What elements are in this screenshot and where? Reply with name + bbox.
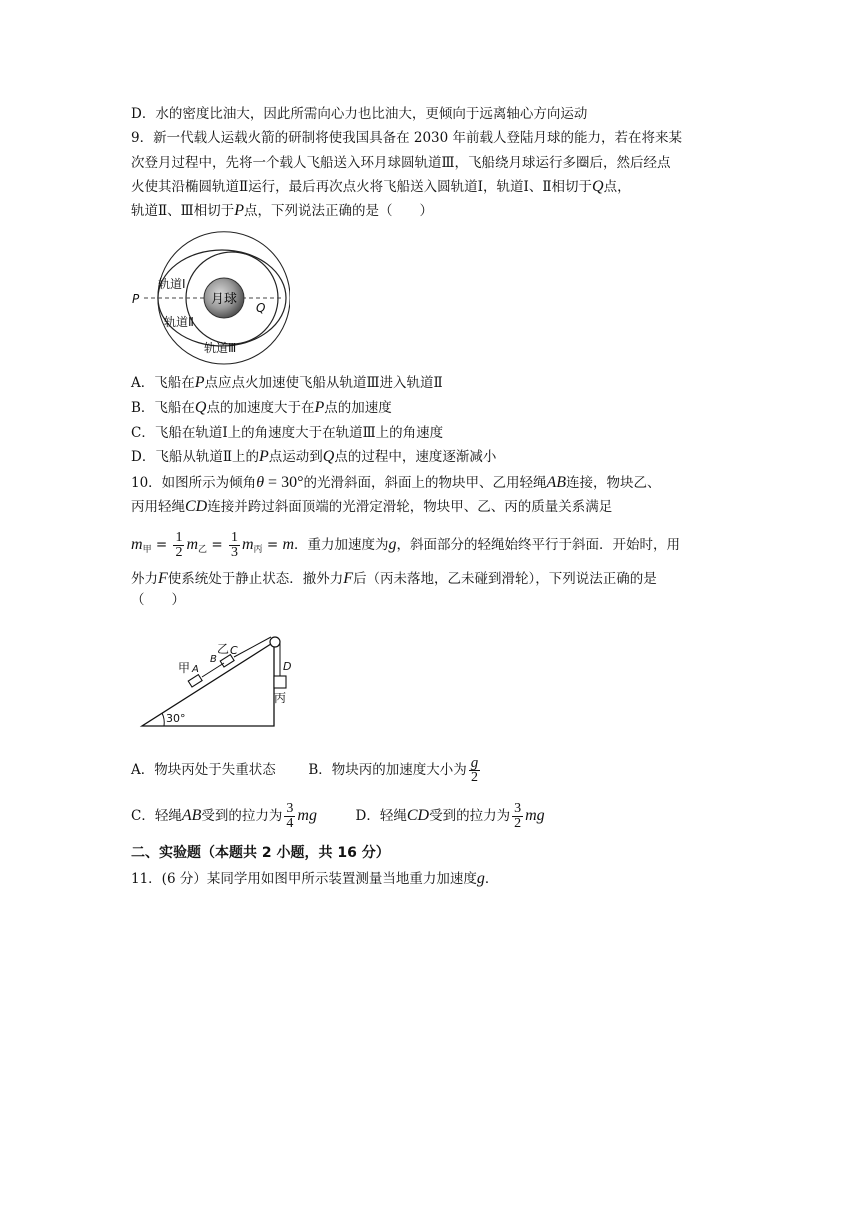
frac-den-2b: 2 [514, 816, 522, 831]
q9-option-b [131, 398, 392, 418]
q8-option-d: D．水的密度比油大，因此所需向心力也比油大，更倾向于远离轴心方向运动 [131, 106, 588, 122]
m-bing: m [241, 536, 254, 553]
moon-label: 月球 [210, 292, 238, 307]
m-total: m [282, 536, 295, 553]
q9-line-2: 次登月过程中，先将一个载人飞船送入环月球圆轨道Ⅲ，飞船绕月球运行多圈后，然后经点 [131, 155, 671, 171]
orbit-2-label: 轨道Ⅱ [164, 315, 194, 329]
label-b: B [210, 654, 217, 665]
pulley [270, 637, 280, 647]
sub-bing: 丙 [253, 545, 263, 555]
q10-l1-end: 连接，物块乙、 [566, 475, 661, 491]
eq-1: = [155, 537, 168, 553]
q10-theta: θ [256, 474, 265, 491]
q9-line-1: 9．新一代载人运载火箭的研制将使我国具备在 2030 年前载人登陆月球的能力，若在将来某 [131, 130, 683, 146]
frac-den-2: 2 [471, 770, 479, 785]
q10-d-mid: 受到的拉力为 [429, 808, 511, 824]
q10-f: F [158, 570, 168, 587]
q11-text: 11．(6 分）某同学用如图甲所示装置测量当地重力加速度 [131, 871, 477, 887]
frac-num-3: 3 [286, 801, 294, 816]
q9-line-4 [131, 201, 433, 221]
label-yi: 乙 [217, 642, 230, 656]
frac-den: 3 [230, 545, 238, 560]
q10-f-2: F [343, 570, 354, 587]
label-d: D [283, 660, 292, 673]
eq-2: = [211, 537, 223, 553]
frac-num-3b: 3 [514, 801, 522, 816]
rope-ab [202, 663, 224, 677]
q9-line-3 [131, 177, 631, 197]
q9-a-pre: A．飞船在 [131, 375, 195, 391]
q9-d-q: Q [322, 448, 335, 465]
q10-g: g [388, 536, 397, 553]
q9-orbit-figure [130, 230, 290, 365]
q10-option-c-pre: C．轻绳 [131, 808, 182, 824]
q9-option-d [131, 447, 496, 467]
fraction-3-2 [512, 802, 523, 831]
q9-point-p: P [234, 202, 244, 219]
frac-num: 1 [175, 530, 183, 545]
q10-l2-pre: 丙用轻绳 [131, 499, 185, 515]
q10-l4-post: 后（丙未落地，乙未碰到滑轮），下列说法正确的是 [353, 571, 657, 587]
frac-num-g: g [470, 755, 479, 771]
q10-option-a: A．物块丙处于失重状态 [131, 762, 276, 778]
fraction-g-half [469, 756, 481, 785]
label-c: C [230, 644, 238, 657]
section-2-title: 二、实验题（本题共 2 小题，共 16 分） [131, 845, 390, 861]
q10-l4-mid: 使系统处于静止状态．撤外力 [167, 571, 344, 587]
orbit-3-label: 轨道Ⅲ [204, 341, 237, 355]
q11-g: g [476, 870, 485, 887]
m-jia: m [131, 536, 143, 553]
q9-line-4-text: 轨道Ⅱ、Ⅲ相切于 [131, 203, 235, 219]
fraction-third [229, 531, 240, 560]
q9-b-q: Q [194, 399, 207, 416]
q10-line-2 [131, 497, 612, 517]
frac-den: 2 [175, 545, 183, 560]
q10-l1-pre: 10．如图所示为倾角 [131, 475, 257, 491]
q9-line-4-end: 点，下列说法正确的是（ ） [243, 203, 433, 219]
q10-option-b: B．物块丙的加速度大小为 [308, 762, 467, 778]
fraction-3-4 [284, 802, 295, 831]
angle-arc [162, 713, 164, 726]
q10-incline-figure [138, 632, 298, 732]
q10-line-1 [131, 473, 661, 493]
q10-options-ab [131, 752, 482, 788]
q10-line-4 [131, 569, 657, 589]
q10-l1-post: 的光滑斜面，斜面上的物块甲、乙用轻绳 [303, 475, 547, 491]
q10-l3-post: ．重力加速度为 [294, 537, 389, 553]
fraction-half [173, 531, 184, 560]
q9-line-3-end: 点， [603, 179, 631, 195]
label-bing: 丙 [274, 691, 287, 705]
q9-line-3-text: 火使其沿椭圆轨道Ⅱ运行，最后再次点火将飞船送入圆轨道Ⅰ，轨道Ⅰ、Ⅱ相切于 [131, 179, 593, 195]
q10-c-ab: AB [181, 807, 202, 824]
q11-end: ． [484, 871, 499, 887]
q11-line [131, 869, 498, 889]
q10-line-5: （ ） [131, 592, 185, 608]
q9-b-post: 点的加速度 [324, 400, 392, 416]
q9-a-post: 点应点火加速使飞船从轨道Ⅲ进入轨道Ⅱ [204, 375, 443, 391]
q9-d-pre: D．飞船从轨道Ⅱ上的 [131, 449, 259, 465]
q10-l4-pre: 外力 [131, 571, 158, 587]
q9-d-mid: 点运动到 [268, 449, 323, 465]
q10-angle-value: = 30° [264, 474, 304, 491]
label-angle: 30° [166, 712, 186, 725]
q10-l2-post: 连接并跨过斜面顶端的光滑定滑轮，物块甲、乙、丙的质量关系满足 [207, 499, 613, 515]
eq-3: = [266, 537, 279, 553]
q9-b-mid: 点的加速度大于在 [206, 400, 315, 416]
q9-option-c: C．飞船在轨道Ⅰ上的角速度大于在轨道Ⅲ上的角速度 [131, 425, 444, 441]
q10-d-cd: CD [406, 807, 430, 824]
label-a: A [192, 664, 199, 675]
q9-d-post: 点的过程中，速度逐渐减小 [334, 449, 497, 465]
sub-yi: 乙 [198, 545, 208, 555]
q10-d-mg: mg [525, 807, 545, 824]
q9-a-p: P [194, 374, 205, 391]
sub-jia: 甲 [142, 545, 152, 555]
block-jia [188, 675, 202, 687]
orbit-1-label: 轨道Ⅰ [158, 277, 186, 291]
point-p-label: P [132, 292, 140, 306]
q9-b-p: P [314, 399, 325, 416]
point-q-label: Q [256, 301, 266, 315]
q9-option-a [131, 373, 443, 393]
q10-c-mid: 受到的拉力为 [201, 808, 283, 824]
q10-options-cd [131, 798, 545, 834]
frac-num: 1 [230, 530, 238, 545]
block-bing [274, 676, 286, 688]
q10-option-d-pre: D．轻绳 [355, 808, 407, 824]
label-jia: 甲 [178, 661, 191, 675]
q10-cd: CD [185, 498, 208, 515]
q9-d-p: P [259, 448, 269, 465]
frac-den-4: 4 [286, 816, 294, 831]
q10-l3-end: ，斜面部分的轻绳始终平行于斜面．开始时，用 [396, 537, 681, 553]
q10-ab: AB [546, 474, 567, 491]
q9-b-pre: B．飞船在 [131, 400, 195, 416]
q10-c-mg: mg [297, 807, 317, 824]
m-yi: m [186, 536, 199, 553]
q9-point-q: Q [592, 178, 604, 195]
q10-mass-relation [131, 528, 680, 567]
